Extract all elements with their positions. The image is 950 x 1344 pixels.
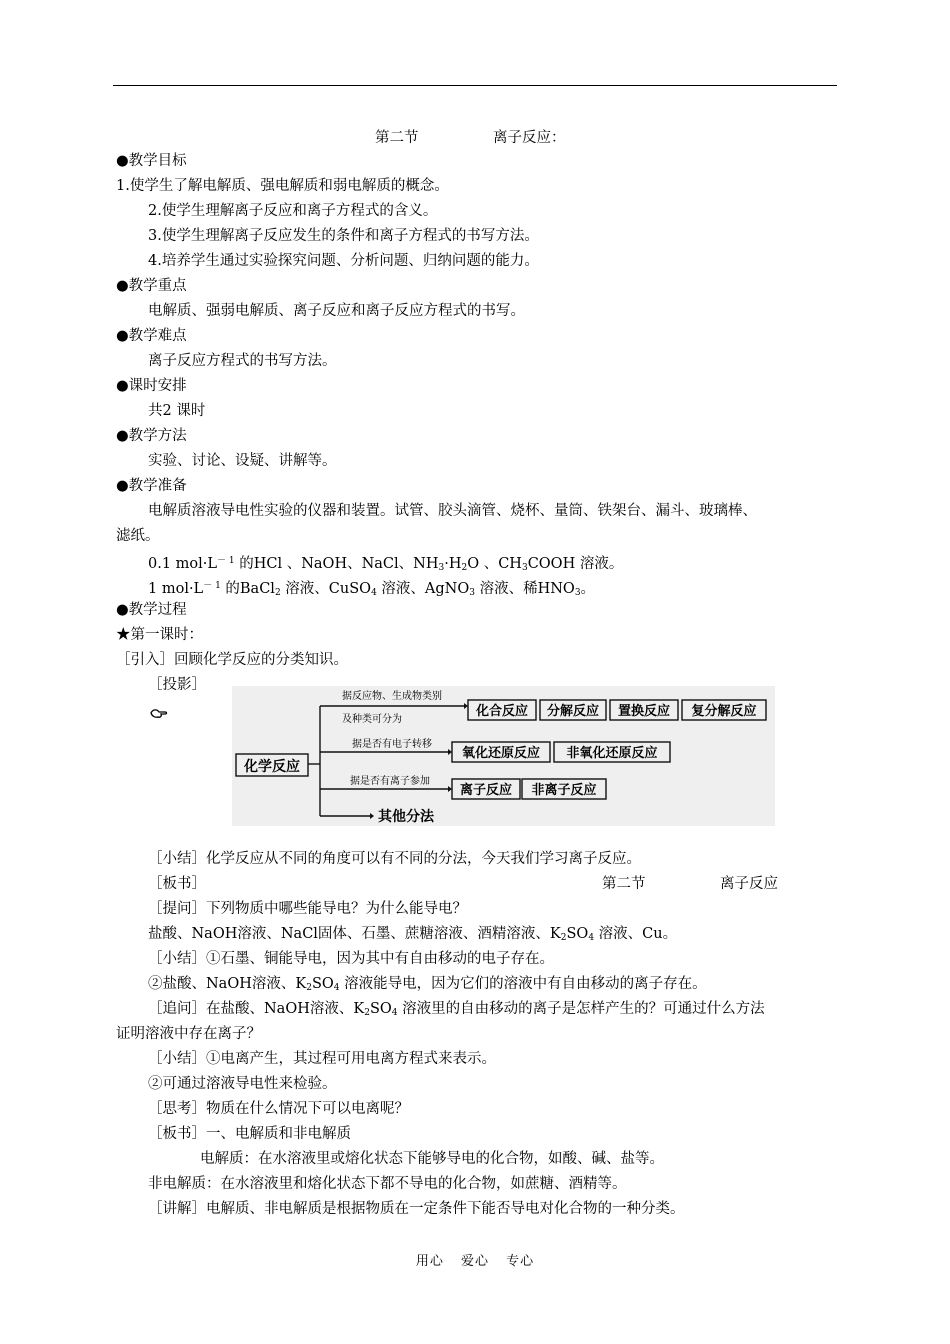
think-prompt: ［思考］物质在什么情况下可以电离呢？ bbox=[148, 1101, 409, 1117]
root-label: 化学反应 bbox=[244, 759, 300, 775]
summary-2: ［小结］①石墨、铜能导电，因为其中有自由移动的电子存在。 bbox=[148, 951, 554, 967]
summary-2b: ②盐酸、NaOH溶液、$K_2SO_4$ 溶液能导电，因为它们的溶液中有自由移动的离子存在。 bbox=[148, 976, 707, 993]
objective-item: 2.使学生理解离子反应和离子方程式的含义。 bbox=[148, 203, 438, 219]
process-heading: ●教学过程 bbox=[116, 602, 187, 618]
footer-word: 爱心 bbox=[460, 1254, 489, 1269]
followup-question-2: 证明溶液中存在离子？ bbox=[116, 1026, 261, 1042]
redox-label: 氧化还原反应 bbox=[461, 746, 541, 761]
combination-label: 化合反应 bbox=[475, 704, 529, 719]
footer-word: 专心 bbox=[506, 1254, 535, 1269]
decomposition-label: 分解反应 bbox=[546, 704, 600, 719]
objective-item: 4.培养学生通过实验探究问题、分析问题、归纳问题的能力。 bbox=[148, 253, 539, 269]
preparation-line1: 电解质溶液导电性实验的仪器和装置。试管、胶头滴管、烧杯、量筒、铁架台、漏斗、玻璃棒、 bbox=[148, 503, 757, 519]
board-section: 第二节 bbox=[602, 876, 646, 892]
summary-3: ［小结］①电离产生，其过程可用电离方程式来表示。 bbox=[148, 1051, 496, 1067]
preparation-heading: ●教学准备 bbox=[116, 478, 187, 494]
question-1: ［提问］下列物质中哪些能导电？为什么能导电？ bbox=[148, 901, 467, 917]
difficulty-text: 离子反应方程式的书写方法。 bbox=[148, 353, 337, 369]
solution-list-2: 1 $mol\cdot L^{- 1}$ 的BaCl$_2$ 溶液、CuSO$_4$ 溶液、AgNO$_3$ 溶液、稀$HNO_3$。 bbox=[148, 581, 596, 598]
footer-word: 用心 bbox=[415, 1254, 444, 1269]
board-topic: 离子反应 bbox=[720, 876, 778, 892]
objective-item: 3.使学生理解离子反应发生的条件和离子方程式的书写方法。 bbox=[148, 228, 539, 244]
objectives-heading: ●教学目标 bbox=[116, 153, 187, 169]
methods-text: 实验、讨论、设疑、讲解等。 bbox=[148, 453, 337, 469]
section-title: 第二节 bbox=[375, 130, 419, 146]
criterion-label-3: 据是否有离子参加 bbox=[350, 776, 430, 787]
keypoints-heading: ●教学重点 bbox=[116, 278, 187, 294]
header-rule bbox=[113, 85, 837, 86]
reaction-classification-diagram bbox=[232, 686, 775, 826]
followup-question: ［追问］在盐酸、NaOH溶液、$K_2SO_4$ 溶液里的自由移动的离子是怎样产生的？可通过什么方法 bbox=[148, 1001, 765, 1018]
solution-list-1: 0.1 $mol\cdot L^{- 1}$ 的HCl 、NaOH、NaCl、$NH_3\cdot H_2O$ 、$CH_3COOH$ 溶液。 bbox=[148, 556, 624, 573]
definition-electrolyte: 电解质：在水溶液里或熔化状态下能够导电的化合物，如酸、碱、盐等。 bbox=[200, 1151, 664, 1167]
summary-1: ［小结］化学反应从不同的角度可以有不同的分法，今天我们学习离子反应。 bbox=[148, 851, 641, 867]
pointing-hand-icon bbox=[150, 706, 168, 720]
lesson1-heading: ★第一课时： bbox=[116, 627, 203, 643]
keypoints-text: 电解质、强弱电解质、离子反应和离子反应方程式的书写。 bbox=[148, 303, 525, 319]
non-ionic-label: 非离子反应 bbox=[531, 783, 597, 798]
explanation: ［讲解］电解质、非电解质是根据物质在一定条件下能否导电对化合物的一种分类。 bbox=[148, 1201, 685, 1217]
schedule-heading: ●课时安排 bbox=[116, 378, 187, 394]
summary-3b: ②可通过溶液导电性来检验。 bbox=[148, 1076, 337, 1092]
board-2: ［板书］一、电解质和非电解质 bbox=[148, 1126, 351, 1142]
definition-non-electrolyte: 非电解质：在水溶液里和熔化状态下都不导电的化合物，如蔗糖、酒精等。 bbox=[148, 1176, 627, 1192]
schedule-text: 共2 课时 bbox=[148, 403, 206, 419]
methods-heading: ●教学方法 bbox=[116, 428, 187, 444]
criterion-label-1b: 及种类可分为 bbox=[342, 714, 402, 725]
ionic-label: 离子反应 bbox=[459, 783, 513, 798]
objective-item: 1.使学生了解电解质、强电解质和弱电解质的概念。 bbox=[116, 178, 449, 194]
criterion-label-1a: 据反应物、生成物类别 bbox=[342, 691, 442, 702]
non-redox-label: 非氧化还原反应 bbox=[566, 746, 658, 761]
board-label-1: ［板书］ bbox=[148, 876, 206, 892]
intro-text: ［引入］回顾化学反应的分类知识。 bbox=[116, 652, 348, 668]
other-methods-label: 其他分法 bbox=[378, 809, 434, 825]
projection-label: ［投影］ bbox=[148, 677, 206, 693]
displacement-label: 置换反应 bbox=[617, 704, 671, 719]
double-displacement-label: 复分解反应 bbox=[691, 704, 757, 719]
page-footer bbox=[0, 1250, 950, 1269]
topic-title: 离子反应： bbox=[493, 130, 566, 146]
criterion-label-2: 据是否有电子转移 bbox=[352, 739, 432, 750]
substances-list: 盐酸、NaOH溶液、NaCl固体、石墨、蔗糖溶液、酒精溶液、$K_2SO_4$ 溶液、Cu。 bbox=[148, 926, 678, 943]
preparation-line2: 滤纸。 bbox=[116, 528, 160, 544]
difficulty-heading: ●教学难点 bbox=[116, 328, 187, 344]
